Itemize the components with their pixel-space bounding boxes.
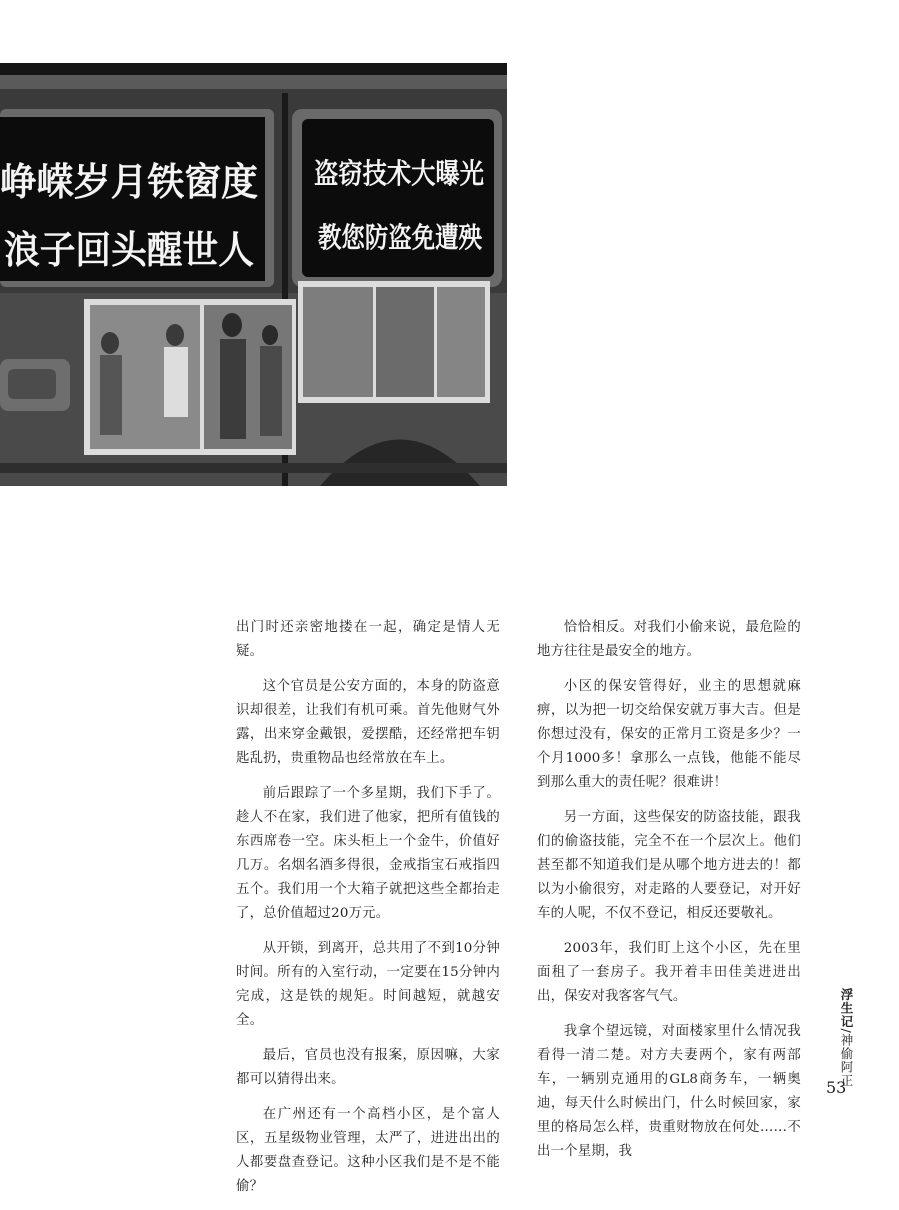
sign-right-line1: 盗窃技术大曝光 xyxy=(314,157,484,190)
section-label xyxy=(828,988,854,1088)
text-column-right xyxy=(537,616,801,1175)
paragraph: 我拿个望远镜，对面楼家里什么情况我看得一清二楚。对方夫妻两个，家有两部车，一辆别克通用的GL8商务车，一辆奥迪，每天什么时候出门，什么时候回家，家里的格局怎么样，贵重财物放在何处……不出一个星期，我 xyxy=(537,1024,801,1159)
paragraph: 小区的保安管得好，业主的思想就麻痹，以为把一切交给保安就万事大吉。但是你想过没有，保安的正常月工资是多少？一个月1000多！拿那么一点钱，他能不能尽到那么重大的责任呢？很难讲！ xyxy=(537,679,801,790)
paragraph: 出门时还亲密地搂在一起，确定是情人无疑。 xyxy=(236,620,500,659)
paragraph: 从开锁，到离开，总共用了不到10分钟时间。所有的入室行动，一定要在15分钟内完成，这是铁的规矩。时间越短，就越安全。 xyxy=(236,941,500,1028)
article-title: 神偷阿正 xyxy=(839,1033,854,1088)
paragraph: 另一方面，这些保安的防盗技能，跟我们的偷盗技能，完全不在一个层次上。他们甚至都不知道我们是从哪个地方进去的！都以为小偷很穷，对走路的人要登记，对开好车的人呢，不仅不登记，相反还要敬礼。 xyxy=(537,810,801,921)
paragraph: 恰恰相反。对我们小偷来说，最危险的地方往往是最安全的地方。 xyxy=(537,620,801,659)
paragraph: 在广州还有一个高档小区，是个富人区，五星级物业管理，太严了，进进出出的人都要盘查登记。这种小区我们是不是不能偷？ xyxy=(236,1107,500,1194)
page-number: 53 xyxy=(826,1078,847,1097)
van-photo-illustration xyxy=(0,63,507,486)
paragraph: 2003年，我们盯上这个小区，先在里面租了一套房子。我开着丰田佳美进进出出，保安对我客客气气。 xyxy=(537,941,801,1004)
paragraph: 前后跟踪了一个多星期，我们下手了。趁人不在家，我们进了他家，把所有值钱的东西席卷一空。床头柜上一个金牛，价值好几万。名烟名酒多得很，金戒指宝石戒指四五个。我们用一个大箱子就把这些全都抬走了，总价值超过20万元。 xyxy=(236,786,500,921)
text-column-left xyxy=(236,616,500,1210)
article-photo xyxy=(0,63,507,486)
paragraph: 这个官员是公安方面的，本身的防盗意识却很差，让我们有机可乘。首先他财气外露，出来穿金戴银，爱摆酷，还经常把车钥匙乱扔，贵重物品也经常放在车上。 xyxy=(236,679,500,766)
sign-right-line2: 教您防盗免遭殃 xyxy=(318,221,483,254)
sign-left-line2: 浪子回头醒世人 xyxy=(4,228,254,272)
sign-left-line1: 峥嵘岁月铁窗度 xyxy=(0,160,258,204)
section-separator: / xyxy=(839,1028,854,1034)
section-name: 浮生记 xyxy=(839,988,854,1029)
paragraph: 最后，官员也没有报案，原因嘛，大家都可以猜得出来。 xyxy=(236,1048,500,1087)
